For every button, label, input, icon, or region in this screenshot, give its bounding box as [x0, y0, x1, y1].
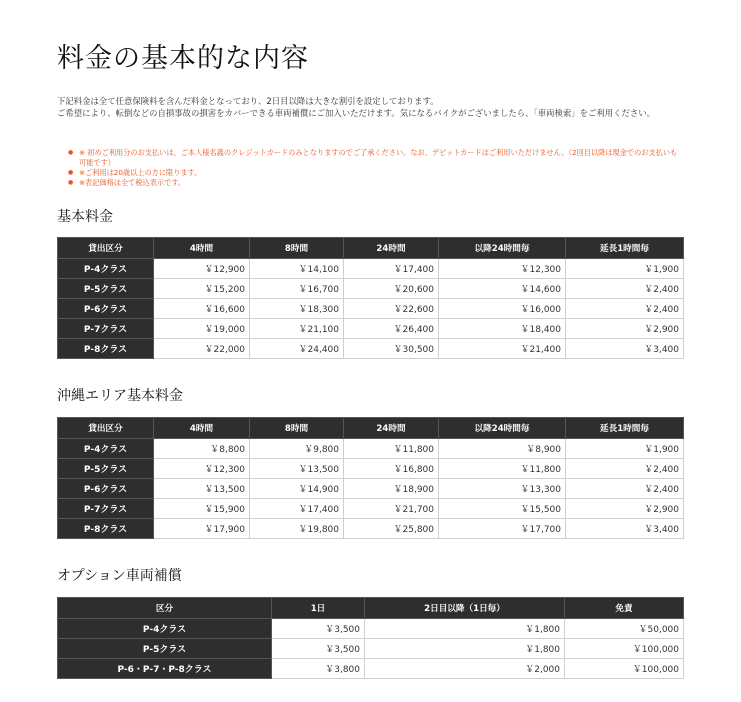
price-cell: ￥19,000: [154, 319, 250, 339]
price-cell: ￥3,500: [272, 619, 365, 639]
price-cell: ￥18,900: [344, 479, 439, 499]
table-row: [58, 499, 684, 519]
table-row: [58, 479, 684, 499]
basic-rate-heading: 基本料金: [57, 209, 113, 225]
okinawa-rate-heading: 沖縄エリア基本料金: [57, 388, 183, 404]
column-header: 4時間: [154, 238, 250, 259]
price-cell: ￥3,400: [566, 339, 684, 359]
price-cell: ￥2,900: [566, 499, 684, 519]
column-header: 延長1時間毎: [566, 238, 684, 259]
price-cell: ￥2,400: [566, 479, 684, 499]
price-cell: ￥17,400: [344, 259, 439, 279]
class-label: P-8クラス: [58, 339, 154, 359]
price-cell: ￥2,400: [566, 459, 684, 479]
price-cell: ￥22,000: [154, 339, 250, 359]
price-cell: ￥8,900: [439, 439, 566, 459]
okinawa-rate-table: [57, 417, 684, 539]
price-cell: ￥14,900: [250, 479, 344, 499]
class-label: P-6クラス: [58, 479, 154, 499]
price-cell: ￥24,400: [250, 339, 344, 359]
table-row: [58, 519, 684, 539]
price-cell: ￥19,800: [250, 519, 344, 539]
table-row: [58, 659, 684, 679]
class-label: P-4クラス: [58, 259, 154, 279]
price-cell: ￥15,900: [154, 499, 250, 519]
basic-rate-table: [57, 237, 684, 359]
price-cell: ￥26,400: [344, 319, 439, 339]
class-label: P-7クラス: [58, 499, 154, 519]
price-cell: ￥100,000: [565, 659, 684, 679]
price-cell: ￥13,500: [250, 459, 344, 479]
price-cell: ￥2,400: [566, 279, 684, 299]
price-cell: ￥15,500: [439, 499, 566, 519]
price-cell: ￥2,400: [566, 299, 684, 319]
price-cell: ￥1,800: [365, 639, 565, 659]
column-header: 8時間: [250, 418, 344, 439]
table-row: [58, 339, 684, 359]
price-cell: ￥13,300: [439, 479, 566, 499]
table-row: [58, 279, 684, 299]
intro-text: [57, 95, 687, 119]
class-label: P-8クラス: [58, 519, 154, 539]
class-label: P-4クラス: [58, 439, 154, 459]
price-cell: ￥1,900: [566, 439, 684, 459]
price-cell: ￥2,000: [365, 659, 565, 679]
price-cell: ￥16,700: [250, 279, 344, 299]
price-cell: ￥21,700: [344, 499, 439, 519]
price-cell: ￥1,900: [566, 259, 684, 279]
price-cell: ￥30,500: [344, 339, 439, 359]
price-cell: ￥18,400: [439, 319, 566, 339]
price-cell: ￥17,900: [154, 519, 250, 539]
price-cell: ￥8,800: [154, 439, 250, 459]
price-cell: ￥14,600: [439, 279, 566, 299]
table-row: [58, 439, 684, 459]
column-header: 24時間: [344, 418, 439, 439]
note-item: ● ※表記価格は全て税込表示です。: [57, 178, 683, 188]
option-coverage-table: [57, 597, 684, 679]
notes-list: [57, 148, 683, 188]
table-row: [58, 319, 684, 339]
price-cell: ￥12,300: [154, 459, 250, 479]
price-cell: ￥20,600: [344, 279, 439, 299]
price-cell: ￥13,500: [154, 479, 250, 499]
price-cell: ￥14,100: [250, 259, 344, 279]
price-cell: ￥17,700: [439, 519, 566, 539]
table-header-row: [58, 418, 684, 439]
column-header: 4時間: [154, 418, 250, 439]
table-row: [58, 459, 684, 479]
price-cell: ￥18,300: [250, 299, 344, 319]
column-header: 免責: [565, 598, 684, 619]
column-header: 貸出区分: [58, 238, 154, 259]
price-cell: ￥11,800: [439, 459, 566, 479]
price-cell: ￥22,600: [344, 299, 439, 319]
column-header: 区分: [58, 598, 272, 619]
intro-line: ご希望により、転倒などの自損事故の損害をカバーできる車両補償にご加入いただけます。気になるバイクがございましたら、「車両検索」をご利用ください。: [57, 108, 655, 118]
price-cell: ￥12,300: [439, 259, 566, 279]
column-header: 以降24時間毎: [439, 238, 566, 259]
option-coverage-heading: オプション車両補償: [57, 568, 182, 584]
column-header: 延長1時間毎: [566, 418, 684, 439]
price-cell: ￥3,800: [272, 659, 365, 679]
price-cell: ￥17,400: [250, 499, 344, 519]
price-cell: ￥25,800: [344, 519, 439, 539]
price-cell: ￥21,400: [439, 339, 566, 359]
column-header: 以降24時間毎: [439, 418, 566, 439]
price-cell: ￥3,400: [566, 519, 684, 539]
column-header: 1日: [272, 598, 365, 619]
price-cell: ￥11,800: [344, 439, 439, 459]
table-row: [58, 299, 684, 319]
price-cell: ￥16,800: [344, 459, 439, 479]
class-label: P-4クラス: [58, 619, 272, 639]
table-header-row: [58, 238, 684, 259]
column-header: 2日目以降（1日毎）: [365, 598, 565, 619]
price-cell: ￥12,900: [154, 259, 250, 279]
class-label: P-6クラス: [58, 299, 154, 319]
price-cell: ￥2,900: [566, 319, 684, 339]
note-item: ● ※ご利用は20歳以上の方に限ります。: [57, 168, 683, 178]
table-row: [58, 619, 684, 639]
price-cell: ￥50,000: [565, 619, 684, 639]
intro-line: 下記料金は全て任意保険料を含んだ料金となっており、2日目以降は大きな割引を設定しております。: [57, 96, 439, 106]
price-cell: ￥16,600: [154, 299, 250, 319]
price-cell: ￥1,800: [365, 619, 565, 639]
price-cell: ￥3,500: [272, 639, 365, 659]
price-cell: ￥15,200: [154, 279, 250, 299]
class-label: P-6・P-7・P-8クラス: [58, 659, 272, 679]
column-header: 8時間: [250, 238, 344, 259]
column-header: 貸出区分: [58, 418, 154, 439]
note-item: ● ※ 初めご利用分のお支払いは、ご本人様名義のクレジットカードのみとなりますのでご了承ください。なお、デビットカードはご利用いただけません。（2回目以降は現金でのお支払いも可能です）: [57, 148, 683, 168]
class-label: P-7クラス: [58, 319, 154, 339]
price-cell: ￥21,100: [250, 319, 344, 339]
class-label: P-5クラス: [58, 639, 272, 659]
page-title: 料金の基本的な内容: [57, 43, 309, 74]
price-cell: ￥9,800: [250, 439, 344, 459]
price-cell: ￥100,000: [565, 639, 684, 659]
class-label: P-5クラス: [58, 459, 154, 479]
class-label: P-5クラス: [58, 279, 154, 299]
column-header: 24時間: [344, 238, 439, 259]
table-row: [58, 639, 684, 659]
table-row: [58, 259, 684, 279]
table-header-row: [58, 598, 684, 619]
price-cell: ￥16,000: [439, 299, 566, 319]
